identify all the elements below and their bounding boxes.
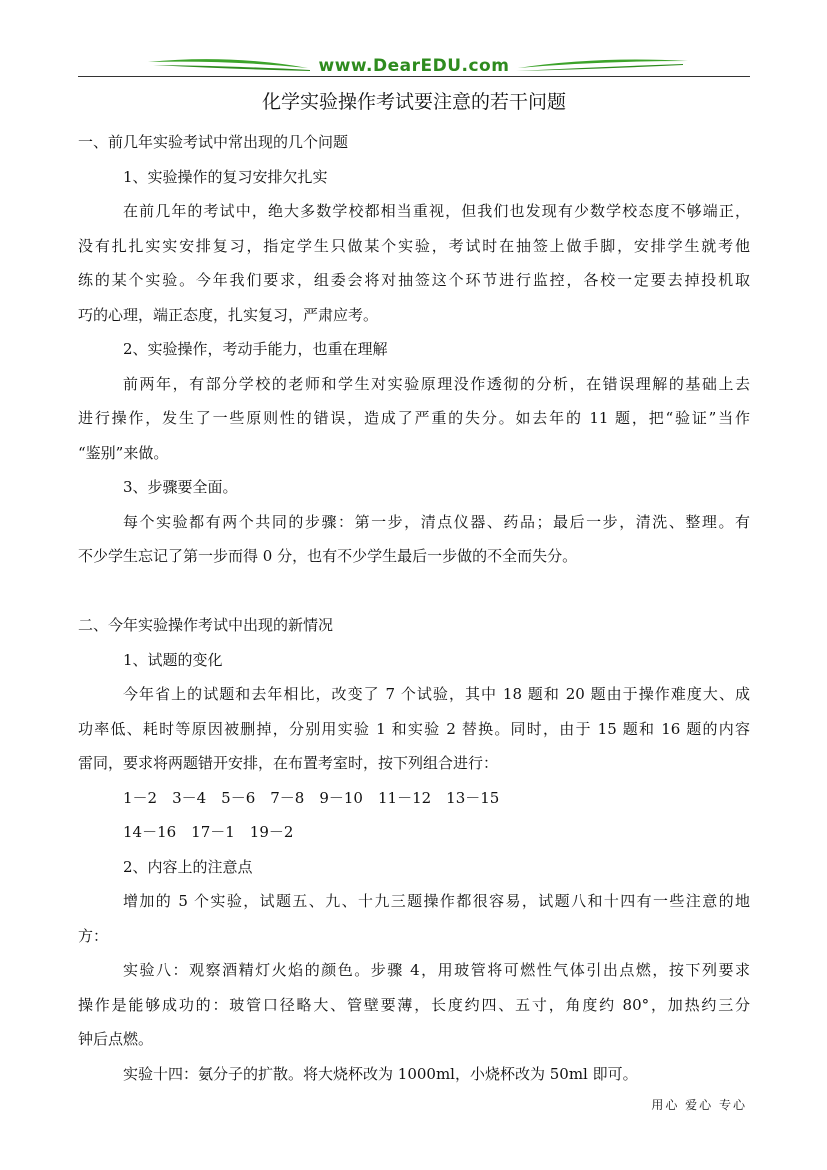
paragraph-line: 实验十四：氨分子的扩散。将大烧杯改为 1000ml，小烧杯改为 50ml 即可。 — [123, 1064, 638, 1083]
paragraph-line: 增加的 5 个实验，试题五、九、十九三题操作都很容易，试题八和十四有一些注意的地 — [123, 892, 750, 910]
subheading-1-1: 1、实验操作的复习安排欠扎实 — [123, 167, 328, 186]
combination-list-line: 14－16 17－1 19－2 — [123, 823, 294, 841]
paragraph-line: 每个实验都有两个共同的步骤：第一步，清点仪器、药品；最后一步，清洗、整理。有 — [123, 512, 750, 531]
subheading-1-2: 2、实验操作，考动手能力，也重在理解 — [123, 340, 388, 358]
paragraph-line: 在前几年的考试中，绝大多数学校都相当重视，但我们也发现有少数学校态度不够端正， — [123, 202, 750, 220]
section-heading-2: 二、今年实验操作考试中出现的新情况 — [78, 616, 334, 634]
paragraph-line: 练的某个实验。今年我们要求，组委会将对抽签这个环节进行监控，各校一定要去掉投机取 — [78, 271, 750, 289]
paragraph-line: 不少学生忘记了第一步而得 0 分，也有不少学生最后一步做的不全而失分。 — [78, 547, 578, 565]
paragraph-line: 功率低、耗时等原因被删掉，分别用实验 1 和实验 2 替换。同时，由于 15 题和 16 题的内容 — [78, 719, 750, 738]
paragraph-line: 雷同，要求将两题错开安排，在布置考室时，按下列组合进行： — [78, 754, 499, 772]
subheading-1-3: 3、步骤要全面。 — [123, 478, 238, 496]
document-body — [78, 125, 750, 1091]
paragraph-line: 巧的心理，端正态度，扎实复习，严肃应考。 — [78, 305, 379, 324]
subheading-2-1: 1、试题的变化 — [123, 650, 223, 669]
subheading-2-2: 2、内容上的注意点 — [123, 857, 253, 876]
paragraph-line: 前两年，有部分学校的老师和学生对实验原理没作透彻的分析，在错误理解的基础上去 — [123, 374, 750, 393]
page-header — [78, 52, 750, 78]
paragraph-line: 方： — [78, 926, 109, 945]
blank-line — [78, 574, 750, 609]
document-title: 化学实验操作考试要注意的若干问题 — [261, 91, 566, 113]
paragraph-line: 今年省上的试题和去年相比，改变了 7 个试验，其中 18 题和 20 题由于操作难度大、成 — [123, 685, 750, 703]
paragraph-line: 进行操作，发生了一些原则性的错误，造成了严重的失分。如去年的 11 题，把“验证”当作 — [78, 409, 750, 427]
paragraph-line: 没有扎扎实实安排复习，指定学生只做某个实验，考试时在抽签上做手脚，安排学生就考他 — [78, 236, 750, 255]
header-divider — [78, 76, 750, 77]
combination-list-line: 1－2 3－4 5－6 7－8 9－10 11－12 13－15 — [123, 788, 500, 807]
page-footer: 用心 爱心 专心 — [651, 1098, 747, 1112]
paragraph-line: 实验八：观察酒精灯火焰的颜色。步骤 4，用玻管将可燃性气体引出点燃，按下列要求 — [123, 961, 750, 979]
site-logo-text: www.DearEDU.com — [318, 56, 510, 76]
paragraph-line: “鉴别”来做。 — [78, 443, 169, 462]
section-heading-1: 一、前几年实验考试中常出现的几个问题 — [78, 133, 349, 151]
paragraph-line: 操作是能够成功的：玻管口径略大、管壁要薄，长度约四、五寸，角度约 80°，加热约三分 — [78, 995, 750, 1014]
paragraph-line: 钟后点燃。 — [78, 1030, 154, 1048]
